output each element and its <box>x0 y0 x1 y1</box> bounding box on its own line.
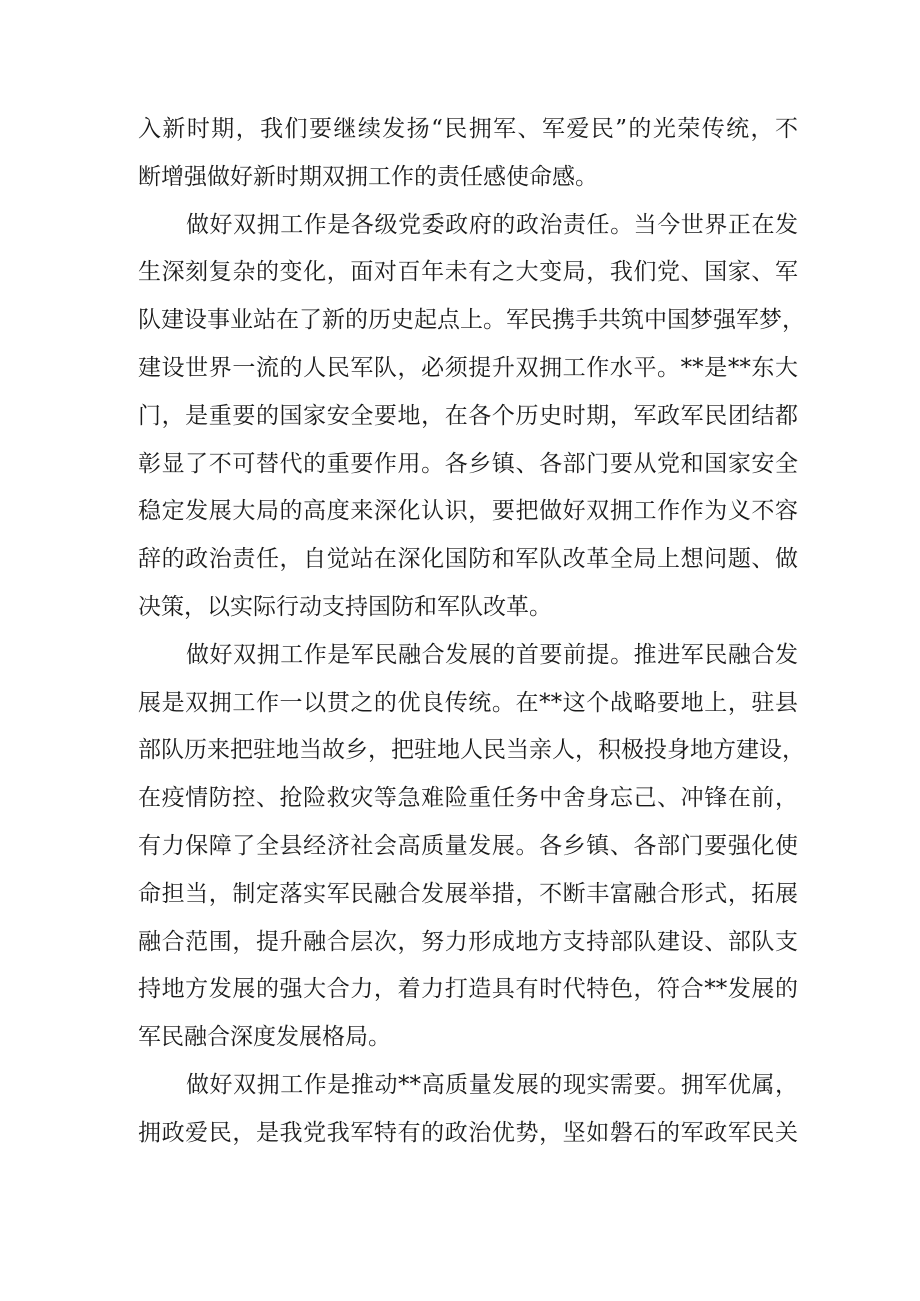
text-line: 有力保障了全县经济社会高质量发展。各乡镇、各部门要强化使 <box>138 832 798 859</box>
text-line: 门，是重要的国家安全要地，在各个历史时期，军政军民团结都 <box>138 402 798 429</box>
text-line: 断增强做好新时期双拥工作的责任感使命感。 <box>138 163 598 190</box>
text-line: 辞的政治责任，自觉站在深化国防和军队改革全局上想问题、做 <box>138 546 798 573</box>
paragraph-first-line: 做好双拥工作是推动**高质量发展的现实需要。拥军优属， <box>186 1071 798 1098</box>
text-line: 命担当，制定落实军民融合发展举措，不断丰富融合形式，拓展 <box>138 880 798 907</box>
text-line: 拥政爱民，是我党我军特有的政治优势，坚如磐石的军政军民关 <box>138 1119 798 1146</box>
text-line: 持地方发展的强大合力，着力打造具有时代特色，符合**发展的 <box>138 976 798 1003</box>
text-line: 融合范围，提升融合层次，努力形成地方支持部队建设、部队支 <box>138 928 798 955</box>
text-line: 彰显了不可替代的重要作用。各乡镇、各部门要从党和国家安全 <box>138 450 798 477</box>
document-body <box>138 106 805 1158</box>
text-line: 部队历来把驻地当故乡，把驻地人民当亲人，积极投身地方建设， <box>138 737 805 764</box>
text-line: 入新时期，我们要继续发扬“民拥军、军爱民”的光荣传统，不 <box>138 116 798 142</box>
text-line: 决策，以实际行动支持国防和军队改革。 <box>138 593 552 620</box>
text-line: 军民融合深度发展格局。 <box>138 1024 391 1051</box>
text-line: 队建设事业站在了新的历史起点上。军民携手共筑中国梦强军梦， <box>138 307 805 334</box>
text-line: 建设世界一流的人民军队，必须提升双拥工作水平。**是**东大 <box>138 354 798 381</box>
text-line: 在疫情防控、抢险救灾等急难险重任务中舍身忘己、冲锋在前， <box>138 785 798 812</box>
paragraph-first-line: 做好双拥工作是各级党委政府的政治责任。当今世界正在发 <box>186 211 798 238</box>
text-line: 稳定发展大局的高度来深化认识，要把做好双拥工作作为义不容 <box>138 498 798 525</box>
text-line: 展是双拥工作一以贯之的优良传统。在**这个战略要地上，驻县 <box>138 689 798 716</box>
text-line: 生深刻复杂的变化，面对百年未有之大变局，我们党、国家、军 <box>138 259 798 286</box>
paragraph-first-line: 做好双拥工作是军民融合发展的首要前提。推进军民融合发 <box>186 641 798 668</box>
